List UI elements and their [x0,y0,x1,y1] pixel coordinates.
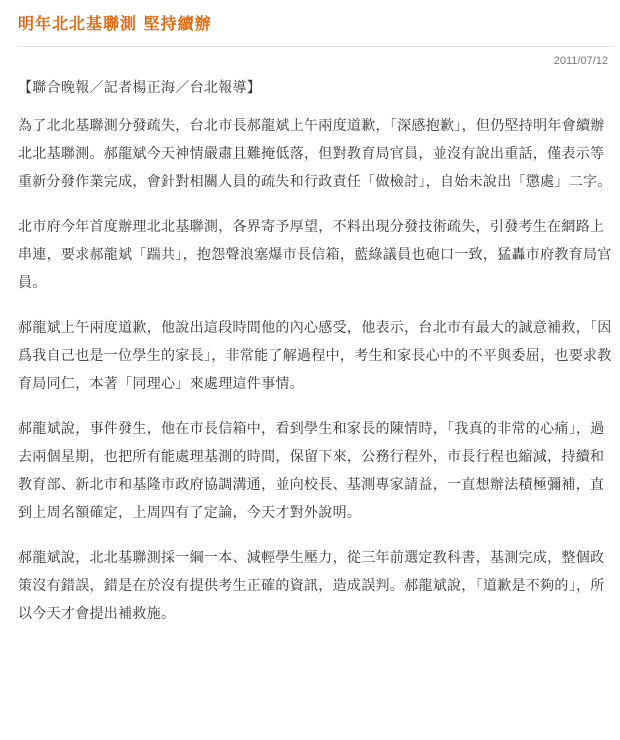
title-divider [18,46,614,47]
article-paragraph-5: 郝龍斌說，北北基聯測採一綱一本、減輕學生壓力，從三年前選定教科書，基測完成，整個政策沒有錯誤，錯是在於沒有提供考生正確的資訊，造成誤判。郝龍斌說，「道歉是不夠的」，所以今天才會提出補救施。 [18,550,605,622]
article-date: 2011/07/12 [553,55,608,67]
article-paragraph-3: 郝龍斌上午兩度道歉，他說出這段時間他的內心感受，他表示，台北市有最大的誠意補救，「因爲我自己也是一位學生的家長」，非常能了解過程中，考生和家長心中的不平與委屈，也要求教育局同仁，本著「同理心」來處理這件事情。 [18,320,612,392]
article-byline: 【聯合晚報／記者楊正海／台北報導】 [18,80,262,96]
article-paragraph-2: 北市府今年首度辦理北北基聯測，各界寄予厚望，不料出現分發技術疏失，引發考生在網路上串連，要求郝龍斌「踹共」，抱怨聲浪塞爆市長信箱，藍綠議員也砲口一致，猛轟市府教育局官員。 [18,219,612,291]
article-paragraph-1: 為了北北基聯測分發疏失，台北市長郝龍斌上午兩度道歉，「深感抱歉」，但仍堅持明年會續辦北北基聯測。郝龍斌今天神情嚴肅且難掩低落，但對教育局官員，並沒有說出重話，僅表示等重新分發作業完成，會針對相關人員的疏失和行政責任「做檢討」，自始未說出「懲處」二字。 [18,118,612,190]
article-title: 明年北北基聯測 堅持續辦 [18,14,212,33]
article-body [18,74,618,645]
article-paragraph-4: 郝龍斌說，事件發生，他在市長信箱中，看到學生和家長的陳情時，「我真的非常的心痛」，過去兩個星期，也把所有能處理基測的時間，保留下來，公務行程外，市長行程也縮減，持續和教育部、新北市和基隆市政府協調溝通，並向校長、基測專家請益，一直想辦法積極彌補，直到上周名額確定，上周四有了定論，今天才對外說明。 [18,421,605,521]
